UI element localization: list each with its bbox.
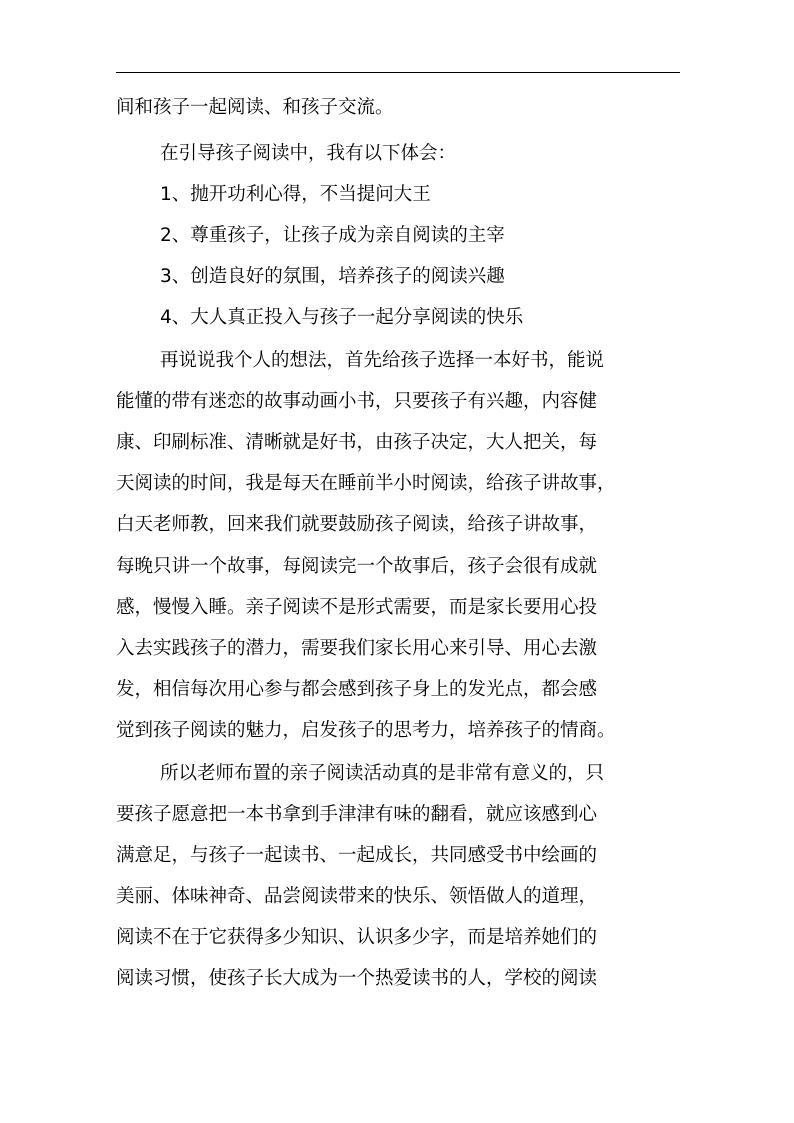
text-line: 所以老师布置的亲子阅读活动真的是非常有意义的，只 — [160, 763, 605, 784]
text-line: 要孩子愿意把一本书拿到手津津有味的翻看，就应该感到心 — [116, 804, 598, 825]
text-line: 感，慢慢入睡。亲子阅读不是形式需要，而是家长要用心投 — [116, 597, 598, 618]
text-line: 间和孩子一起阅读、和孩子交流。 — [116, 97, 394, 118]
text-line: 觉到孩子阅读的魅力，启发孩子的思考力，培养孩子的情商。 — [116, 720, 616, 741]
text-line: 白天老师教，回来我们就要鼓励孩子阅读，给孩子讲故事， — [116, 514, 598, 535]
text-line: 康、印刷标准、清晰就是好书，由孩子决定，大人把关，每 — [116, 432, 598, 453]
list-item: 4、大人真正投入与孩子一起分享阅读的快乐 — [160, 307, 524, 328]
text-line: 能懂的带有迷恋的故事动画小书，只要孩子有兴趣，内容健 — [116, 391, 598, 412]
list-item: 1、抛开功利心得，不当提问大王 — [160, 184, 431, 205]
text-line: 美丽、体味神奇、品尝阅读带来的快乐、领悟做人的道理， — [116, 886, 598, 907]
text-line: 满意足，与孩子一起读书、一起成长，共同感受书中绘画的 — [116, 845, 598, 866]
header-rule — [116, 72, 680, 73]
list-item: 2、尊重孩子，让孩子成为亲自阅读的主宰 — [160, 225, 505, 246]
text-line: 在引导孩子阅读中，我有以下体会： — [160, 143, 457, 164]
text-line: 阅读习惯，使孩子长大成为一个热爱读书的人，学校的阅读 — [116, 968, 598, 989]
text-line: 每晚只讲一个故事，每阅读完一个故事后，孩子会很有成就 — [116, 556, 598, 577]
text-line: 阅读不在于它获得多少知识、认识多少字，而是培养她们的 — [116, 927, 598, 948]
text-line: 天阅读的时间，我是每天在睡前半小时阅读，给孩子讲故事， — [116, 473, 616, 494]
text-line: 入去实践孩子的潜力，需要我们家长用心来引导、用心去激 — [116, 638, 598, 659]
text-line: 发，相信每次用心参与都会感到孩子身上的发光点，都会感 — [116, 679, 598, 700]
text-line: 再说说我个人的想法，首先给孩子选择一本好书，能说 — [160, 350, 605, 371]
list-item: 3、创造良好的氛围，培养孩子的阅读兴趣 — [160, 266, 505, 287]
